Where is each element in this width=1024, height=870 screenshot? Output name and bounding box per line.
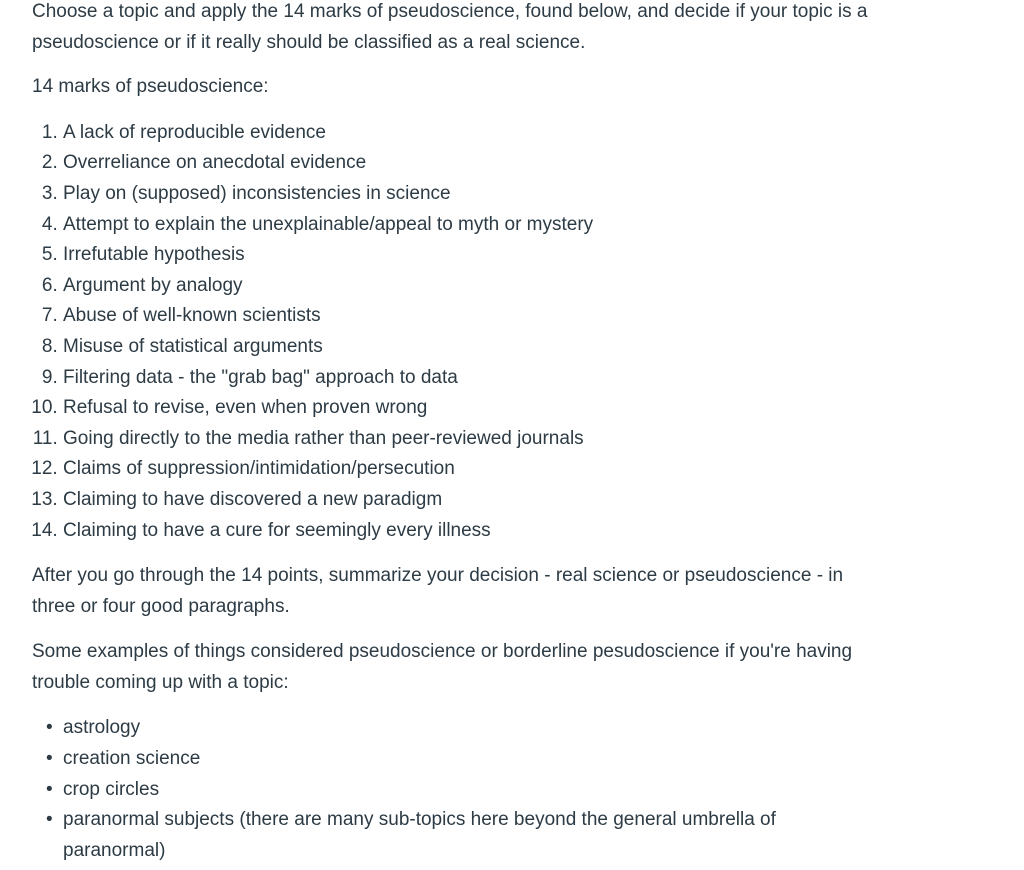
list-item: 9. Filtering data - the "grab bag" approach to data <box>63 363 872 394</box>
list-item: 2. Overreliance on anecdotal evidence <box>63 148 872 179</box>
list-item <box>46 805 872 866</box>
list-item <box>46 713 872 744</box>
list-item: 12. Claims of suppression/intimidation/persecution <box>63 454 872 485</box>
list-item: 11. Going directly to the media rather than peer-reviewed journals <box>63 424 872 455</box>
list-item-text: crop circles <box>63 778 160 800</box>
marks-heading: 14 marks of pseudoscience: <box>32 76 269 98</box>
examples-intro: Some examples of things considered pseudoscience or borderline pesudoscience if you're having trouble coming up with a topic: <box>32 641 853 693</box>
list-item-text: astrology <box>63 717 141 739</box>
marks-list <box>32 118 872 546</box>
examples-list <box>32 713 872 866</box>
bullet-icon: • <box>46 717 53 739</box>
list-item <box>46 775 872 806</box>
bullet-icon: • <box>46 778 53 800</box>
list-item: 8. Misuse of statistical arguments <box>63 332 872 363</box>
assignment-content <box>32 0 872 866</box>
list-item: 10. Refusal to revise, even when proven wrong <box>63 393 872 424</box>
bullet-icon: • <box>46 748 53 770</box>
list-item: 6. Argument by analogy <box>63 271 872 302</box>
list-item-text: paranormal subjects (there are many sub-topics here beyond the general umbrella of paranormal) <box>63 809 776 861</box>
list-item: 4. Attempt to explain the unexplainable/appeal to myth or mystery <box>63 210 872 241</box>
list-item-text: creation science <box>63 748 201 770</box>
intro-paragraph: Choose a topic and apply the 14 marks of pseudoscience, found below, and decide if your topic is a pseudoscience or if it really should be classified as a real science. <box>32 1 868 53</box>
summary-instructions: After you go through the 14 points, summarize your decision - real science or pseudoscience - in three or four good paragraphs. <box>32 565 844 617</box>
list-item: 5. Irrefutable hypothesis <box>63 240 872 271</box>
list-item: 7. Abuse of well-known scientists <box>63 301 872 332</box>
list-item: 3. Play on (supposed) inconsistencies in science <box>63 179 872 210</box>
list-item <box>46 744 872 775</box>
list-item: 14. Claiming to have a cure for seemingly every illness <box>63 516 872 547</box>
list-item: 13. Claiming to have discovered a new paradigm <box>63 485 872 516</box>
bullet-icon: • <box>46 809 53 831</box>
list-item: 1. A lack of reproducible evidence <box>63 118 872 149</box>
